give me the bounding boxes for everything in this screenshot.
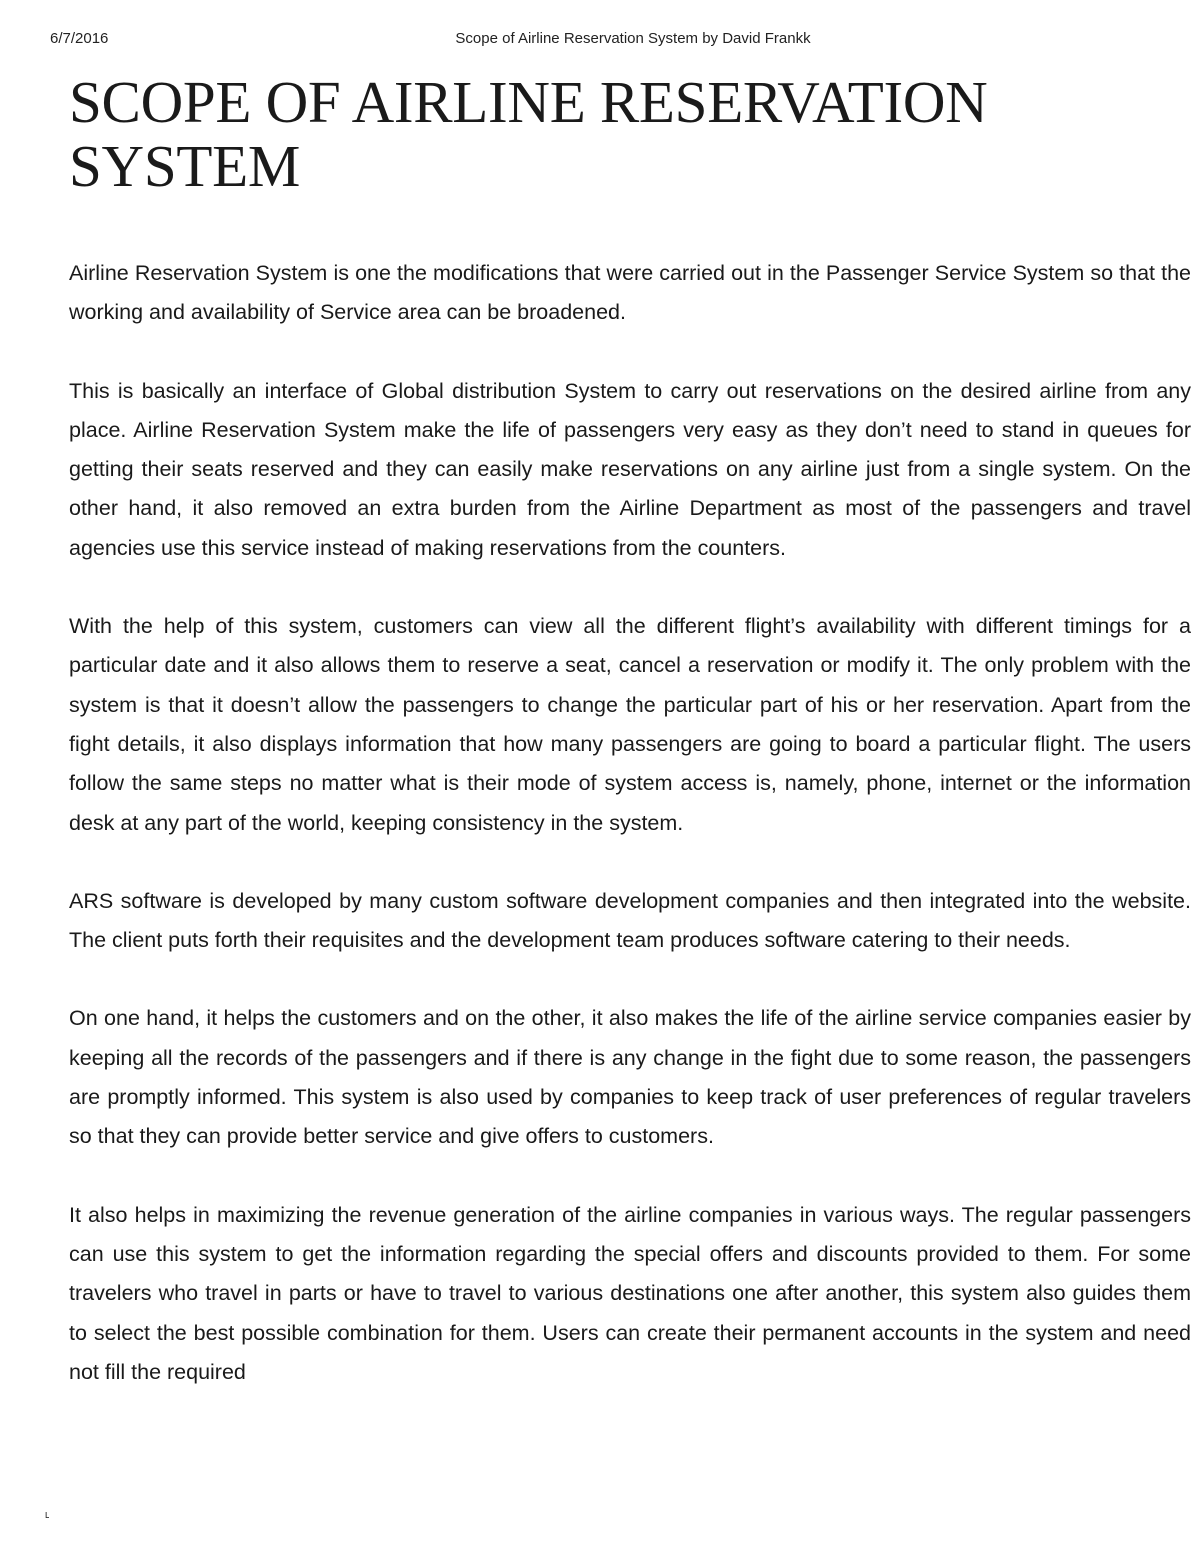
article-paragraph-3: With the help of this system, customers can view all the different flight’s availability with different timings for a particular date and it also allows them to reserve a seat, cancel a reservation or modify it. The only problem with the system is that it doesn’t allow the passengers to change the particular part of his or her reservation. Apart from the fight details, it also displays information that how many passengers are going to board a particular flight. The users follow the same steps no matter what is their mode of system access is, namely, phone, internet or the information desk at any part of the world, keeping consistency in the system. [69,614,1191,835]
print-header [0,28,1200,52]
page-marker: ˪ [45,1505,50,1521]
print-date: 6/7/2016 [50,30,109,47]
article-paragraph-2: This is basically an interface of Global distribution System to carry out reservations on the desired airline from any place. Airline Reservation System make the life of passengers very easy as they don’t need to stand in queues for getting their seats reserved and they can easily make reservations on any airline just from a single system. On the other hand, it also removed an extra burden from the Airline Department as most of the passengers and travel agencies use this service instead of making reservations from the counters. [69,378,1191,560]
article-title: SCOPE OF AIRLINE RESERVATION SYSTEM [69,69,988,199]
article-paragraph-4: ARS software is developed by many custom software development companies and then integrated into the website. The client puts forth their requisites and the development team produces software catering to their needs. [69,888,1191,953]
print-page-title: Scope of Airline Reservation System by David Frankk [455,30,811,47]
article-paragraph-6: It also helps in maximizing the revenue generation of the airline companies in various ways. The regular passengers can use this system to get the information regarding the special offers and discounts provided to them. For some travelers who travel in parts or have to travel to various destinations one after another, this system also guides them to select the best possible combination for them. Users can create their permanent accounts in the system and need not fill the required [69,1202,1191,1384]
article [69,70,1191,1431]
article-paragraph-5: On one hand, it helps the customers and on the other, it also makes the life of the airline service companies easier by keeping all the records of the passengers and if there is any change in the fight due to some reason, the passengers are promptly informed. This system is also used by companies to keep track of user preferences of regular travelers so that they can provide better service and give offers to customers. [69,1006,1191,1149]
article-paragraph-1: Airline Reservation System is one the modifications that were carried out in the Passenger Service System so that the working and availability of Service area can be broadened. [69,261,1191,325]
